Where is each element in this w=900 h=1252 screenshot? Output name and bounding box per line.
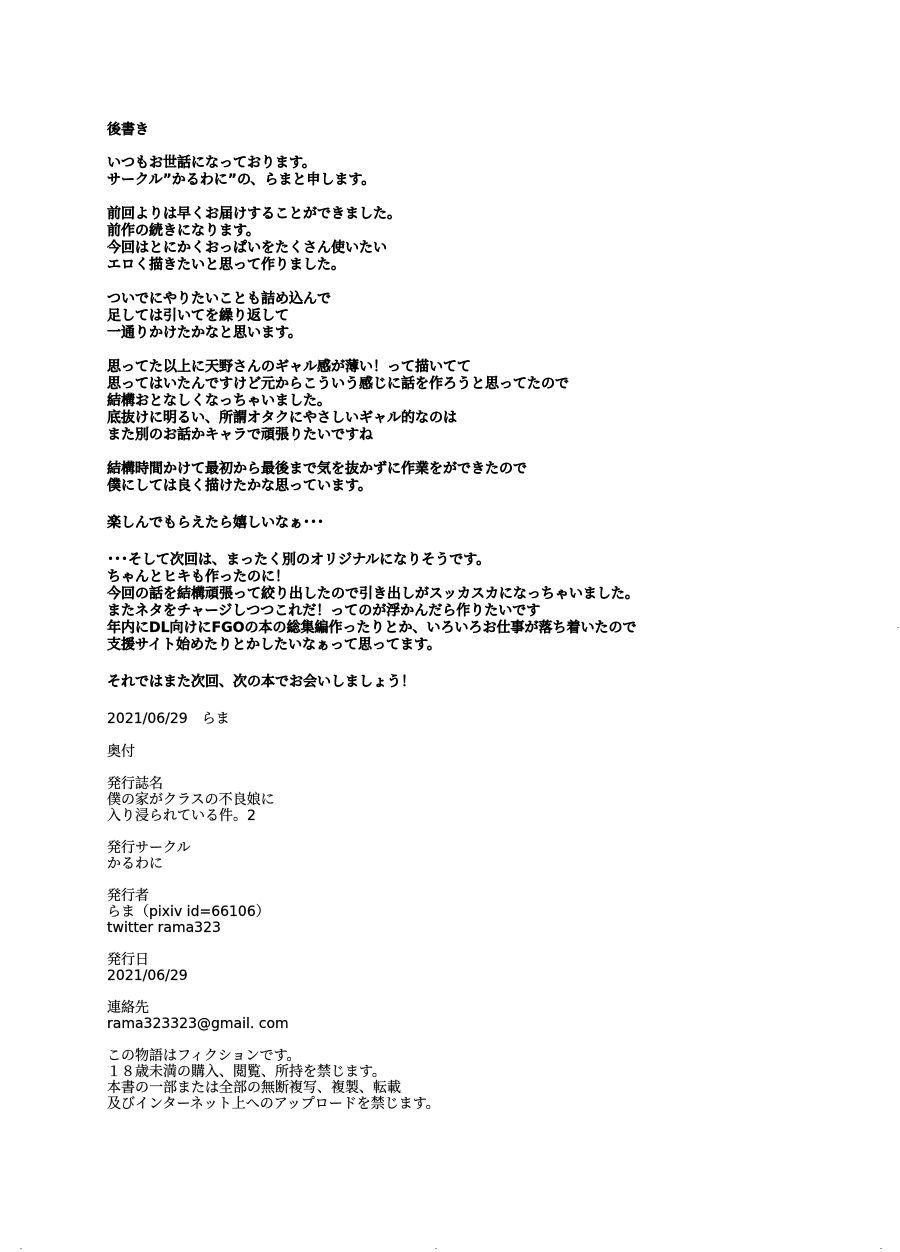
colophon-label: 発行サークル: [107, 840, 191, 856]
colophon-value: 入り浸られている件。2: [107, 808, 256, 824]
afterword-line: それではまた次回、次の本でお会いしましょう！: [107, 674, 415, 690]
afterword-paragraph: [107, 291, 807, 342]
afterword-line: またネタをチャージしつつこれだ！ってのが浮かんだら作りたいです: [107, 603, 541, 619]
afterword-line: 前作の続きになります。: [107, 223, 260, 239]
afterword-paragraph: [107, 515, 807, 532]
afterword-line: 結構時間かけて最初から最後まで気を抜かずに作業をができたので: [107, 461, 527, 477]
afterword-line: サークル”かるわに”の、らまと申します。: [107, 172, 376, 188]
colophon-notice: 本書の一部または全部の無断複写、複製、転載: [107, 1080, 401, 1096]
colophon-notice: 及びインターネット上へのアップロードを禁じます。: [107, 1096, 440, 1112]
colophon-notice: １８歳未満の購入、閲覧、所持を禁じます。: [107, 1064, 386, 1080]
afterword-paragraph: [107, 674, 807, 691]
afterword-line: 思ってはいたんですけど元からこういう感じに話を作ろうと思ってたので: [107, 376, 569, 392]
afterword-line: 底抜けに明るい、所謂オタクにやさしいギャル的なのは: [107, 410, 457, 426]
afterword-paragraph: [107, 155, 807, 189]
colophon-label: 発行日: [107, 952, 149, 968]
afterword-paragraph: [107, 552, 807, 654]
colophon-label: 発行者: [107, 888, 149, 904]
colophon-value: かるわに: [107, 856, 163, 872]
afterword-line: 今回の話を結構頑張って絞り出したので引き出しがスッカスカになっちゃいました。: [107, 586, 639, 602]
afterword-line: エロく描きたいと思って作りました。: [107, 257, 345, 273]
afterword-paragraph: [107, 206, 807, 274]
colophon-date-block: [107, 952, 807, 984]
afterword-line: いつもお世話になっております。: [107, 155, 316, 171]
colophon-publisher-block: [107, 888, 807, 936]
afterword-line: 一通りかけたかなと思います。: [107, 325, 302, 341]
trim-mark: [435, 1248, 437, 1249]
afterword-heading: 後書き: [107, 122, 149, 138]
afterword-line: 結構おとなしくなっちゃいました。: [107, 393, 331, 409]
afterword-signature: [107, 711, 807, 728]
colophon-title-block: [107, 776, 807, 824]
afterword-line: 支援サイト始めたりとかしたいなぁって思ってます。: [107, 637, 441, 653]
afterword-line: ちゃんとヒキも作ったのに！: [107, 569, 289, 585]
colophon-value: twitter rama323: [107, 920, 221, 936]
colophon-value: らま（pixiv id=66106）: [107, 904, 270, 920]
afterword-line: 楽しんでもらえたら嬉しいなぁ･･･: [107, 515, 324, 531]
afterword-line: ついでにやりたいことも詰め込んで: [107, 291, 331, 307]
colophon-heading: 奥付: [107, 744, 135, 760]
afterword-paragraph: [107, 359, 807, 444]
trim-mark: [897, 627, 899, 628]
colophon-circle-block: [107, 840, 807, 872]
afterword-line: 僕にしては良く描けたかな思っています。: [107, 478, 372, 494]
colophon-email: rama323323@gmail. com: [107, 1016, 289, 1032]
colophon-notice: この物語はフィクションです。: [107, 1048, 301, 1064]
afterword-date-signature: 2021/06/29 らま: [107, 711, 230, 727]
colophon-label: 発行誌名: [107, 776, 163, 792]
colophon-value: 僕の家がクラスの不良娘に: [107, 792, 275, 808]
afterword-paragraph: [107, 461, 807, 495]
trim-mark: [880, 1248, 882, 1249]
colophon-contact-block: [107, 1000, 807, 1032]
afterword-line: 足しては引いてを繰り返して: [107, 308, 289, 324]
afterword-line: 思ってた以上に天野さんのギャル感が薄い！って描いてて: [107, 359, 471, 375]
afterword-line: 今回はとにかくおっぱいをたくさん使いたい: [107, 240, 387, 256]
afterword-line: 前回よりは早くお届けすることができました。: [107, 206, 401, 222]
colophon-label: 連絡先: [107, 1000, 149, 1016]
afterword-section: [107, 122, 807, 728]
colophon-notice-block: [107, 1048, 807, 1112]
afterword-line: 年内にDL向けにFGOの本の総集編作ったりとか、いろいろお仕事が落ち着いたので: [107, 620, 637, 636]
colophon-section: [107, 744, 807, 1112]
trim-mark: [20, 1248, 22, 1249]
afterword-line: ･･･そして次回は、まったく別のオリジナルになりそうです。: [107, 552, 491, 568]
colophon-value: 2021/06/29: [107, 968, 188, 984]
afterword-line: また別のお話かキャラで頑張りたいですね: [107, 427, 373, 443]
